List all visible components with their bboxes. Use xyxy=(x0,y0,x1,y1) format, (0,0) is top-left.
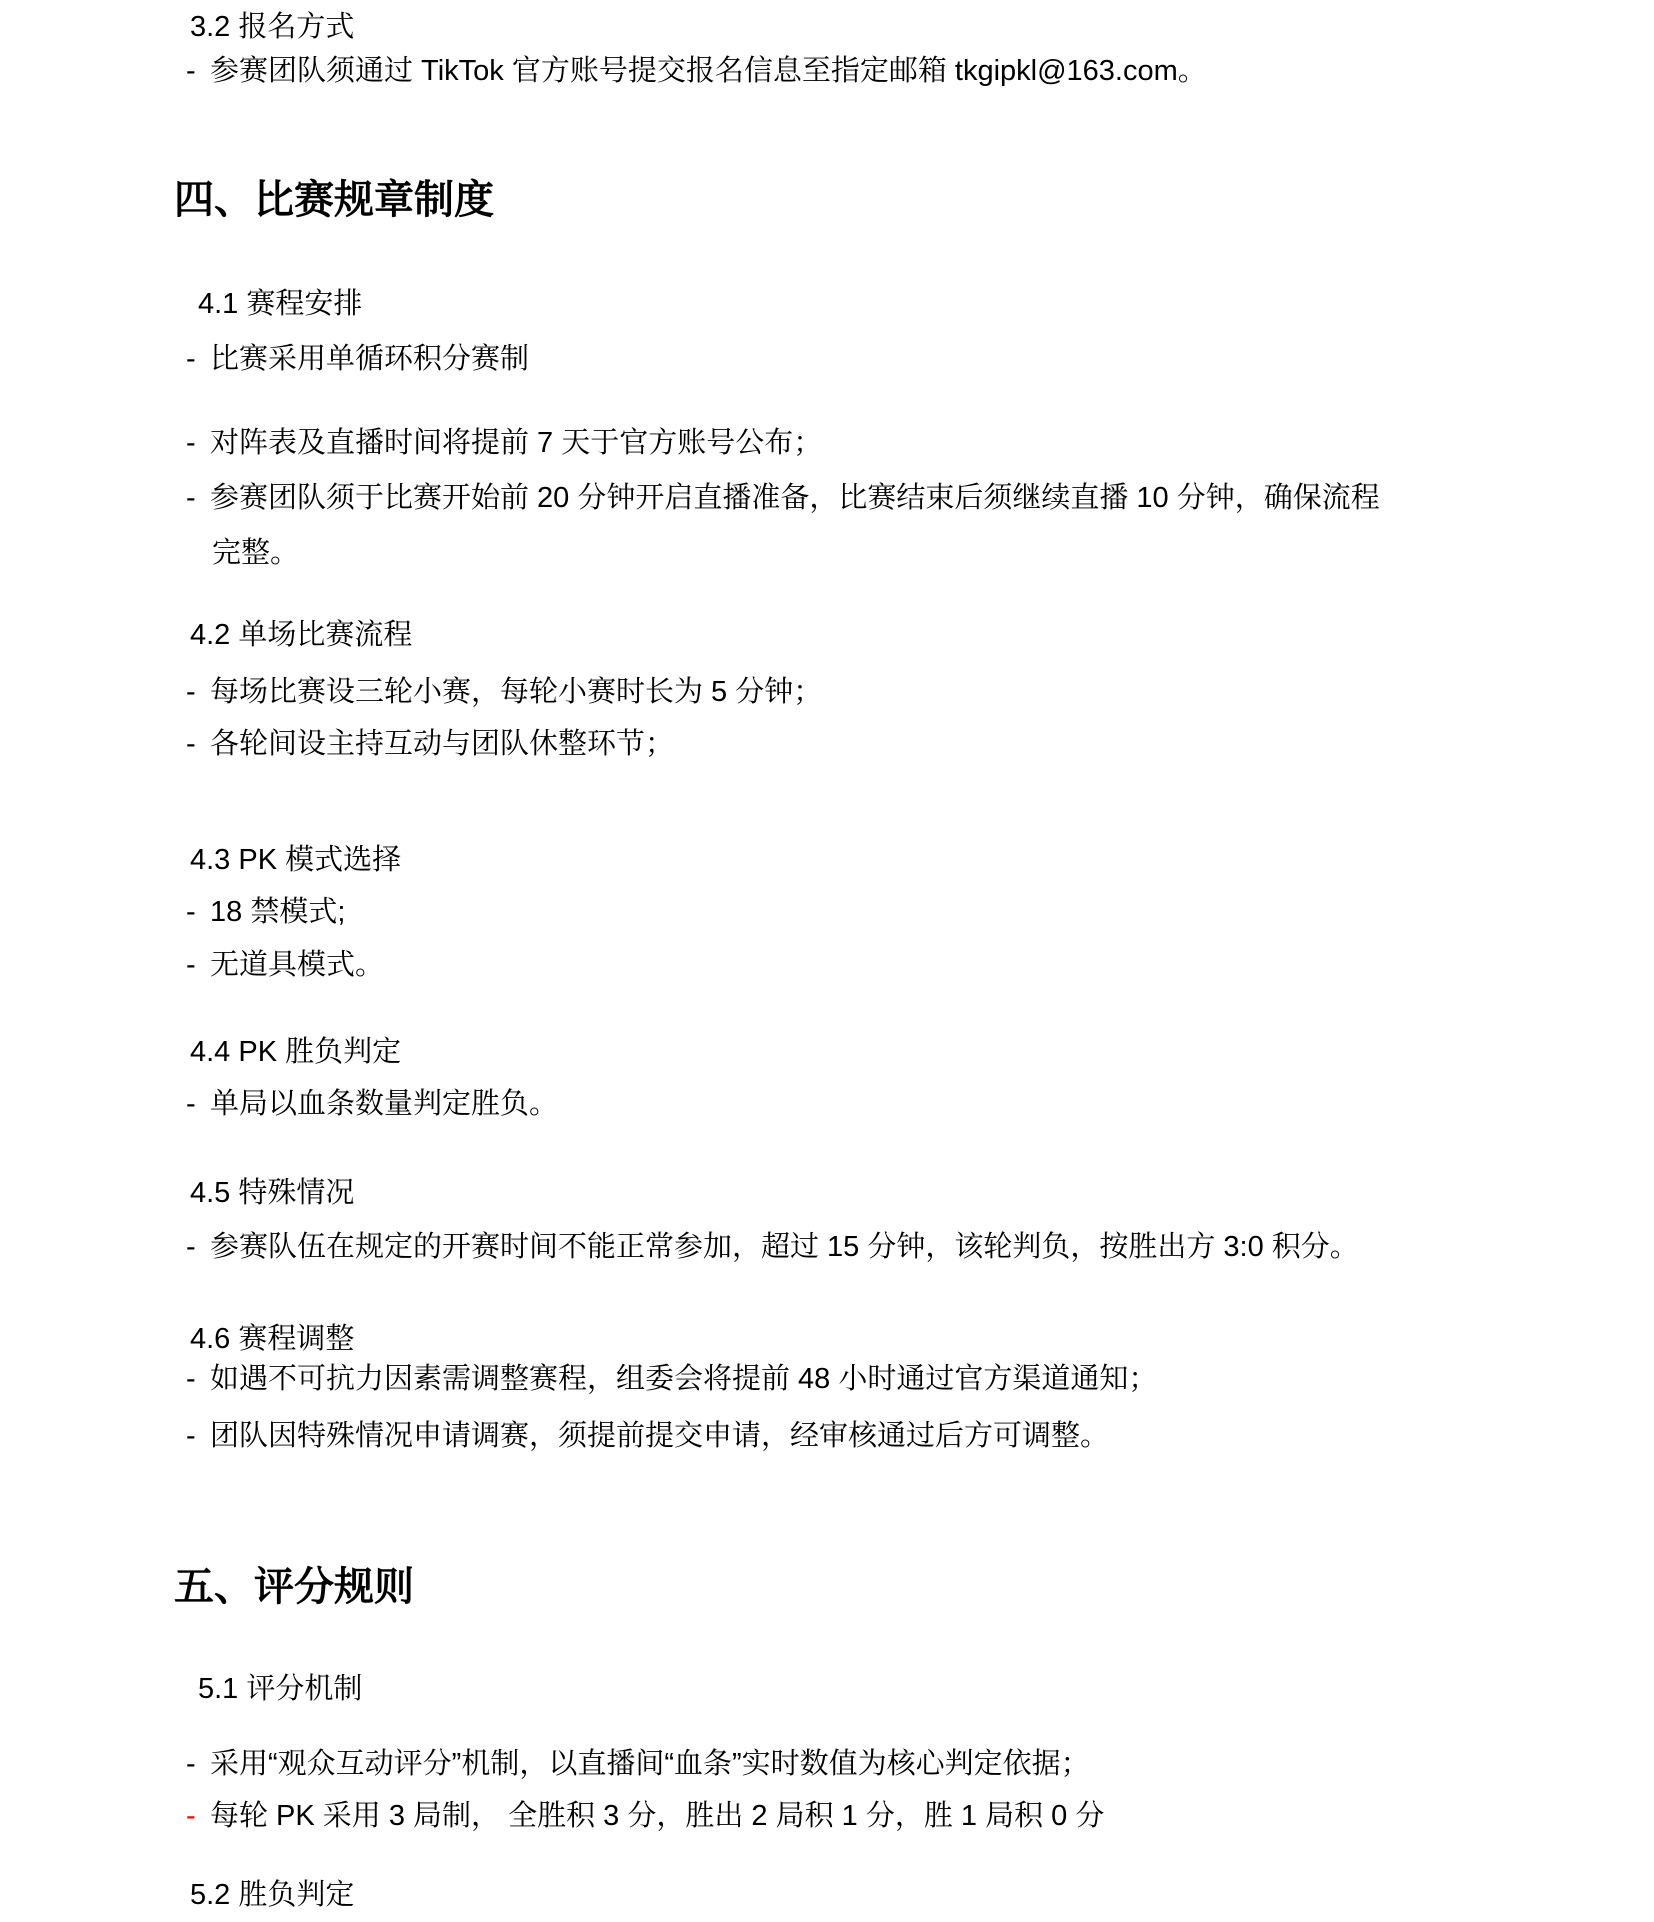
bullet-item xyxy=(186,1228,1359,1266)
bullet-text: 如遇不可抗力因素需调整赛程，组委会将提前 48 小时通过官方渠道通知； xyxy=(210,1363,1158,1395)
bullet-marker: - xyxy=(186,1088,196,1120)
bullet-marker: - xyxy=(186,949,196,981)
subsection-heading: 4.1 赛程安排 xyxy=(198,288,363,320)
bullet-item xyxy=(186,1745,1090,1783)
bullet-item xyxy=(186,946,384,984)
bullet-marker: - xyxy=(186,1231,196,1263)
bullet-marker: - xyxy=(186,427,196,459)
bullet-text: 各轮间设主持互动与团队休整环节； xyxy=(210,728,675,760)
bullet-text: 参赛团队须于比赛开始前 20 分钟开启直播准备，比赛结束后须继续直播 10 分钟，确保流程 xyxy=(210,482,1380,514)
bullet-text: 参赛团队须通过 TikTok 官方账号提交报名信息至指定邮箱 tkgipkl@163.com。 xyxy=(210,55,1207,87)
bullet-marker: - xyxy=(186,1363,196,1395)
bullet-item xyxy=(186,1417,1109,1455)
subsection-heading: 5.1 评分机制 xyxy=(198,1673,363,1705)
bullet-marker: - xyxy=(186,55,196,87)
bullet-text: 团队因特殊情况申请调赛，须提前提交申请，经审核通过后方可调整。 xyxy=(210,1420,1110,1452)
subsection-heading: 4.3 PK 模式选择 xyxy=(190,844,402,876)
bullet-item xyxy=(186,340,529,378)
subsection-heading: 5.2 胜负判定 xyxy=(190,1879,355,1911)
bullet-text: 参赛队伍在规定的开赛时间不能正常参加，超过 15 分钟，该轮判负，按胜出方 3:0 积分。 xyxy=(210,1231,1359,1263)
bullet-item xyxy=(186,424,822,462)
bullet-item xyxy=(186,1797,1104,1835)
bullet-text: 对阵表及直播时间将提前 7 天于官方账号公布； xyxy=(210,427,823,459)
bullet-marker: - xyxy=(186,676,196,708)
bullet-text: 无道具模式。 xyxy=(210,949,385,981)
bullet-text: 采用“观众互动评分”机制，以直播间“血条”实时数值为核心判定依据； xyxy=(210,1748,1090,1780)
bullet-marker: - xyxy=(186,343,196,375)
continuation-line: 完整。 xyxy=(212,537,300,569)
section-heading: 五、评分规则 xyxy=(174,1565,414,1609)
bullet-item xyxy=(186,893,345,931)
subsection-heading: 4.2 单场比赛流程 xyxy=(190,619,413,651)
bullet-text: 18 禁模式; xyxy=(210,896,346,928)
bullet-text: 单局以血条数量判定胜负。 xyxy=(210,1088,559,1120)
bullet-marker: - xyxy=(186,1420,196,1452)
bullet-marker: - xyxy=(186,896,196,928)
section-heading: 四、比赛规章制度 xyxy=(174,178,494,222)
bullet-text: 比赛采用单循环积分赛制 xyxy=(210,343,530,375)
bullet-item xyxy=(186,1360,1157,1398)
bullet-text: 每轮 PK 采用 3 局制， 全胜积 3 分，胜出 2 局积 1 分，胜 1 局积 0 分 xyxy=(210,1800,1105,1832)
bullet-item xyxy=(186,52,1207,90)
bullet-item xyxy=(186,673,822,711)
bullet-item xyxy=(186,479,1380,517)
bullet-marker: - xyxy=(186,728,196,760)
subsection-heading: 4.4 PK 胜负判定 xyxy=(190,1036,402,1068)
bullet-marker: - xyxy=(186,482,196,514)
bullet-item xyxy=(186,725,674,763)
subsection-heading: 3.2 报名方式 xyxy=(190,11,355,43)
bullet-item xyxy=(186,1085,558,1123)
bullet-marker-red: - xyxy=(186,1800,196,1832)
bullet-marker: - xyxy=(186,1748,196,1780)
subsection-heading: 4.5 特殊情况 xyxy=(190,1177,355,1209)
bullet-text: 每场比赛设三轮小赛，每轮小赛时长为 5 分钟； xyxy=(210,676,823,708)
subsection-heading: 4.6 赛程调整 xyxy=(190,1323,355,1355)
